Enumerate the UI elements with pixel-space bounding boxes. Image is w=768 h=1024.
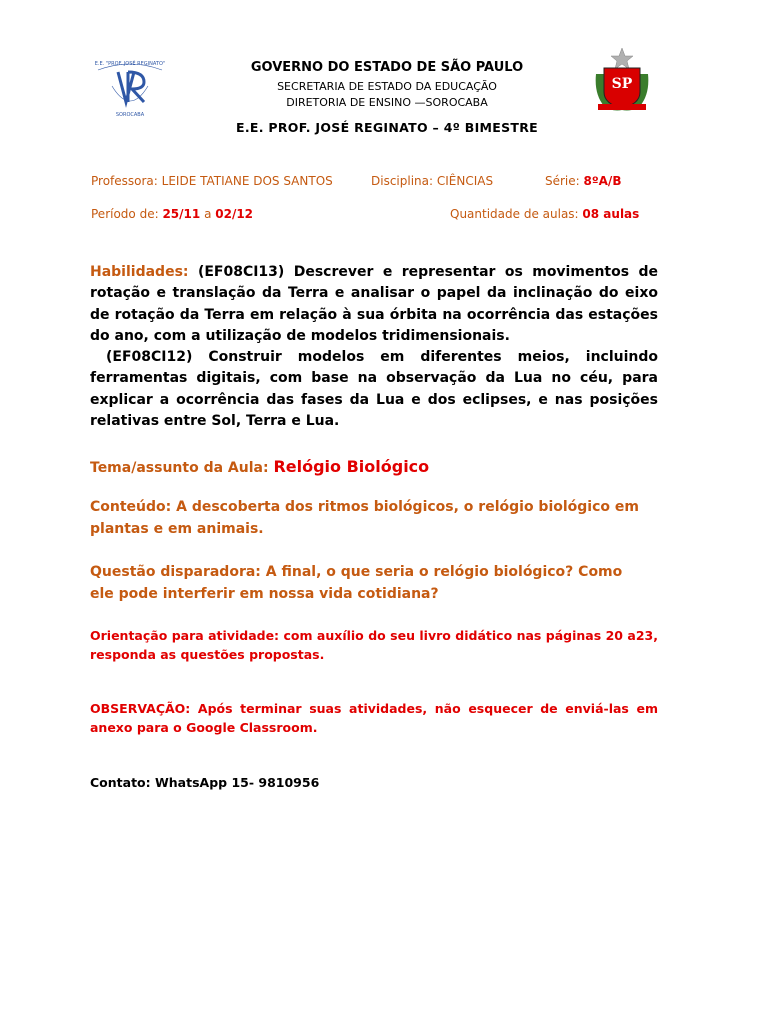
- seal-letters: SP: [611, 76, 633, 92]
- serie-label: Série:: [545, 174, 580, 188]
- disciplina-label: Disciplina:: [371, 174, 434, 188]
- header-government: GOVERNO DO ESTADO DE SÃO PAULO: [250, 60, 524, 75]
- quantidade-label: Quantidade de aulas:: [450, 207, 579, 221]
- header-school: E.E. PROF. JOSÉ REGINATO – 4º BIMESTRE: [235, 120, 538, 135]
- quantidade-value: 08 aulas: [582, 207, 640, 221]
- school-logo-text-top: E.E. "PROF. JOSÉ REGINATO": [94, 61, 166, 67]
- professora-field: [91, 174, 333, 188]
- sao-paulo-seal-icon: [590, 46, 654, 114]
- professora-value: LEIDE TATIANE DOS SANTOS: [161, 174, 333, 188]
- periodo-field: [91, 207, 253, 221]
- conteudo-paragraph: Conteúdo: A descoberta dos ritmos biológicos, o relógio biológico em plantas e em animais.: [90, 499, 639, 537]
- disciplina-value: CIÊNCIAS: [436, 174, 494, 188]
- orientacao-paragraph: Orientação para atividade: com auxílio do seu livro didático nas páginas 20 a23, responda as questões propostas.: [90, 628, 658, 662]
- periodo-start: 25/11: [162, 207, 201, 221]
- tema-value: Relógio Biológico: [273, 457, 430, 476]
- habilidade-ef08ci12: (EF08CI12) Construir modelos em diferentes meios, incluindo ferramentas digitais, com base na observação da Lua no céu, para explicar a ocorrência das fases da Lua e dos eclipses, e nas posições relativas entre Sol, Terra e Lua.: [90, 349, 659, 430]
- observacao-paragraph: OBSERVAÇÃO: Após terminar suas atividades, não esquecer de enviá-las em anexo para o Google Classroom.: [90, 701, 658, 735]
- tema-line: [90, 457, 429, 476]
- disciplina-field: [371, 174, 493, 188]
- serie-field: [545, 174, 621, 188]
- periodo-separator: a: [204, 207, 212, 221]
- tema-label: Tema/assunto da Aula:: [90, 460, 269, 476]
- periodo-label: Período de:: [91, 207, 159, 221]
- habilidade-ef08ci13: (EF08CI13) Descrever e representar os movimentos de rotação e translação da Terra e analisar o papel da inclinação do eixo de rotação da Terra em relação à sua órbita na ocorrência das estações do ano, com a utilização de modelos tridimensionais.: [90, 264, 658, 344]
- quantidade-field: [450, 207, 639, 221]
- habilidades-section: [90, 262, 658, 432]
- serie-value: 8ºA/B: [583, 174, 622, 188]
- questao-paragraph: Questão disparadora: A final, o que seria o relógio biológico? Como ele pode interferir em nossa vida cotidiana?: [90, 564, 623, 602]
- school-logo-text-bottom: SOROCABA: [115, 112, 145, 118]
- contato-line: Contato: WhatsApp 15- 9810956: [90, 775, 320, 790]
- school-logo-icon: [88, 56, 172, 120]
- header-secretariat: SECRETARIA DE ESTADO DA EDUCAÇÃO: [277, 80, 497, 93]
- professora-label: Professora:: [91, 174, 158, 188]
- header-directorate: DIRETORIA DE ENSINO —SOROCABA: [286, 96, 488, 109]
- habilidades-label: Habilidades:: [90, 264, 189, 280]
- periodo-end: 02/12: [215, 207, 254, 221]
